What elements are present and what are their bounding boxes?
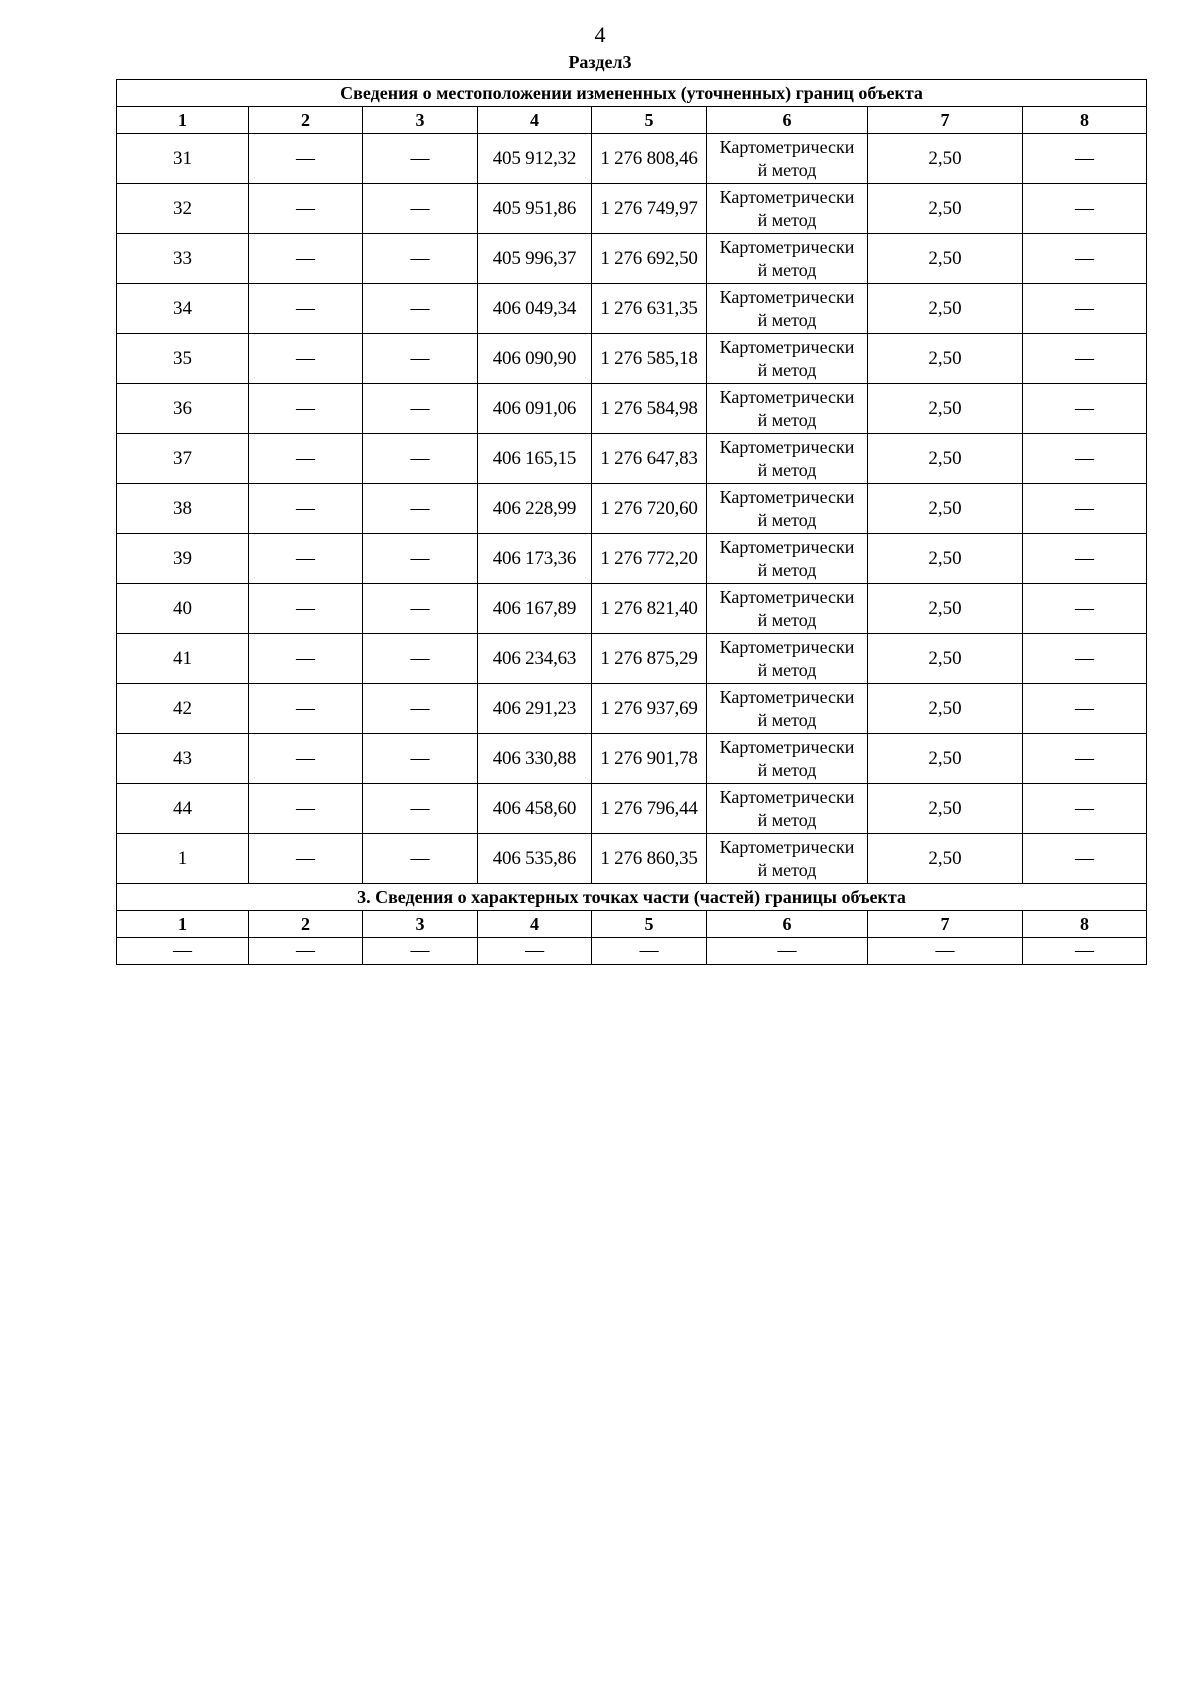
column-header: 2	[249, 107, 363, 134]
table-cell: 2,50	[868, 834, 1023, 884]
table-row	[117, 734, 1147, 784]
table-cell: —	[249, 584, 363, 634]
table-cell: Картометрически й метод	[707, 234, 868, 284]
table-title-part-points	[117, 884, 1147, 911]
table-cell: 406 165,15	[478, 434, 592, 484]
table-cell: —	[249, 334, 363, 384]
table-cell: 406 330,88	[478, 734, 592, 784]
table-cell: Картометрически й метод	[707, 734, 868, 784]
table-cell: 1 276 584,98	[592, 384, 707, 434]
table-cell: 1	[117, 834, 249, 884]
table-cell: —	[478, 938, 592, 965]
table-cell: 406 458,60	[478, 784, 592, 834]
table-cell: —	[363, 134, 478, 184]
column-header: 1	[117, 911, 249, 938]
table-cell: 1 276 647,83	[592, 434, 707, 484]
table-cell: —	[249, 484, 363, 534]
table-cell: 34	[117, 284, 249, 334]
table-cell: 1 276 821,40	[592, 584, 707, 634]
table-cell: —	[1023, 734, 1147, 784]
table-header-row	[117, 911, 1147, 938]
table-cell: —	[249, 284, 363, 334]
table-cell: —	[363, 684, 478, 734]
table-cell: —	[249, 734, 363, 784]
table-cell: —	[249, 434, 363, 484]
table-cell: 44	[117, 784, 249, 834]
table-cell: 2,50	[868, 584, 1023, 634]
column-header: 2	[249, 911, 363, 938]
table-cell: —	[249, 634, 363, 684]
table-cell: —	[363, 334, 478, 384]
table-cell: 406 091,06	[478, 384, 592, 434]
table-cell: 406 228,99	[478, 484, 592, 534]
table-row	[117, 334, 1147, 384]
table-cell: 405 996,37	[478, 234, 592, 284]
table-cell: 37	[117, 434, 249, 484]
table-cell: 1 276 772,20	[592, 534, 707, 584]
table-cell: —	[363, 284, 478, 334]
table-cell: —	[1023, 434, 1147, 484]
table-cell: 1 276 631,35	[592, 284, 707, 334]
table-title-boundaries-text: Сведения о местоположении измененных (уточненных) границ объекта	[117, 80, 1147, 107]
column-header: 4	[478, 911, 592, 938]
table-cell: 2,50	[868, 534, 1023, 584]
table-cell: 2,50	[868, 434, 1023, 484]
table-cell: Картометрически й метод	[707, 834, 868, 884]
table-row	[117, 938, 1147, 965]
table-cell: 406 173,36	[478, 534, 592, 584]
table-row	[117, 684, 1147, 734]
table-cell: Картометрически й метод	[707, 334, 868, 384]
column-header: 3	[363, 107, 478, 134]
table-cell: —	[1023, 584, 1147, 634]
table-cell: Картометрически й метод	[707, 284, 868, 334]
table-cell: 1 276 901,78	[592, 734, 707, 784]
table-cell: 33	[117, 234, 249, 284]
table-cell: Картометрически й метод	[707, 634, 868, 684]
table-cell: —	[1023, 534, 1147, 584]
table-cell: 36	[117, 384, 249, 434]
table-cell: 35	[117, 334, 249, 384]
column-header: 5	[592, 911, 707, 938]
table-cell: 2,50	[868, 684, 1023, 734]
column-header: 6	[707, 911, 868, 938]
column-header: 7	[868, 107, 1023, 134]
table-cell: 406 167,89	[478, 584, 592, 634]
table-cell: —	[117, 938, 249, 965]
table-cell: Картометрически й метод	[707, 534, 868, 584]
table-cell: —	[249, 384, 363, 434]
column-header: 7	[868, 911, 1023, 938]
table-cell: Картометрически й метод	[707, 784, 868, 834]
table-cell: —	[1023, 184, 1147, 234]
column-header: 3	[363, 911, 478, 938]
page-number: 4	[594, 22, 606, 47]
table-cell: 2,50	[868, 734, 1023, 784]
table-cell: —	[249, 784, 363, 834]
table-cell: —	[1023, 834, 1147, 884]
table-cell: 32	[117, 184, 249, 234]
table-cell: —	[1023, 784, 1147, 834]
table-cell: —	[249, 234, 363, 284]
table-row	[117, 484, 1147, 534]
column-header: 1	[117, 107, 249, 134]
table-title-part-points-text: 3. Сведения о характерных точках части (частей) границы объекта	[117, 884, 1147, 911]
table-cell: 1 276 720,60	[592, 484, 707, 534]
table-row	[117, 534, 1147, 584]
column-header: 8	[1023, 107, 1147, 134]
table-row	[117, 134, 1147, 184]
table-cell: —	[363, 584, 478, 634]
table-cell: —	[1023, 334, 1147, 384]
table-cell: —	[363, 184, 478, 234]
table-cell: —	[249, 938, 363, 965]
table-cell: 1 276 585,18	[592, 334, 707, 384]
boundary-table	[116, 79, 1147, 965]
table-cell: —	[1023, 484, 1147, 534]
table-row	[117, 834, 1147, 884]
table-cell: Картометрически й метод	[707, 134, 868, 184]
table-cell: —	[249, 834, 363, 884]
table-row	[117, 784, 1147, 834]
table-cell: Картометрически й метод	[707, 484, 868, 534]
table-cell: 2,50	[868, 784, 1023, 834]
table-cell: —	[1023, 634, 1147, 684]
table-cell: 41	[117, 634, 249, 684]
table-cell: 406 291,23	[478, 684, 592, 734]
table-cell: 2,50	[868, 184, 1023, 234]
table-cell: 42	[117, 684, 249, 734]
table-header-row	[117, 107, 1147, 134]
table-cell: 1 276 808,46	[592, 134, 707, 184]
table-title-boundaries	[117, 80, 1147, 107]
table-cell: —	[1023, 134, 1147, 184]
table-cell: 2,50	[868, 234, 1023, 284]
table-cell: —	[363, 434, 478, 484]
table-cell: 2,50	[868, 284, 1023, 334]
table-cell: —	[363, 384, 478, 434]
table-cell: —	[363, 784, 478, 834]
table-cell: 405 951,86	[478, 184, 592, 234]
table-cell: —	[1023, 684, 1147, 734]
table-cell: —	[363, 734, 478, 784]
table-cell: Картометрически й метод	[707, 184, 868, 234]
table-cell: 1 276 875,29	[592, 634, 707, 684]
table-cell: —	[249, 184, 363, 234]
table-cell: —	[1023, 234, 1147, 284]
section-label: Раздел3	[568, 52, 632, 72]
table-cell: Картометрически й метод	[707, 684, 868, 734]
table-cell: 31	[117, 134, 249, 184]
table-cell: 406 049,34	[478, 284, 592, 334]
table-row	[117, 384, 1147, 434]
table-cell: —	[1023, 284, 1147, 334]
table-cell: 40	[117, 584, 249, 634]
table-cell: —	[1023, 938, 1147, 965]
table-cell: —	[363, 938, 478, 965]
column-header: 6	[707, 107, 868, 134]
table-row	[117, 284, 1147, 334]
table-cell: 38	[117, 484, 249, 534]
table-cell: —	[363, 634, 478, 684]
table-cell: 1 276 796,44	[592, 784, 707, 834]
table-cell: 2,50	[868, 334, 1023, 384]
table-cell: 1 276 937,69	[592, 684, 707, 734]
table-cell: —	[1023, 384, 1147, 434]
table-cell: 406 234,63	[478, 634, 592, 684]
table-cell: 43	[117, 734, 249, 784]
table-cell: Картометрически й метод	[707, 584, 868, 634]
table-cell: —	[249, 534, 363, 584]
table-cell: 406 090,90	[478, 334, 592, 384]
table-cell: 2,50	[868, 484, 1023, 534]
table-cell: 2,50	[868, 634, 1023, 684]
table-cell: —	[707, 938, 868, 965]
table-cell: —	[249, 134, 363, 184]
table-row	[117, 634, 1147, 684]
table-cell: —	[363, 234, 478, 284]
table-row	[117, 184, 1147, 234]
column-header: 5	[592, 107, 707, 134]
table-cell: 406 535,86	[478, 834, 592, 884]
table-cell: —	[363, 534, 478, 584]
table-cell: 1 276 749,97	[592, 184, 707, 234]
table-cell: —	[363, 484, 478, 534]
table-row	[117, 234, 1147, 284]
table-cell: —	[363, 834, 478, 884]
table-cell: —	[592, 938, 707, 965]
column-header: 4	[478, 107, 592, 134]
table-cell: 1 276 860,35	[592, 834, 707, 884]
table-cell: 1 276 692,50	[592, 234, 707, 284]
table-cell: 39	[117, 534, 249, 584]
table-cell: —	[249, 684, 363, 734]
table-cell: —	[868, 938, 1023, 965]
table-cell: 2,50	[868, 384, 1023, 434]
table-cell: Картометрически й метод	[707, 384, 868, 434]
table-cell: Картометрически й метод	[707, 434, 868, 484]
table-cell: 405 912,32	[478, 134, 592, 184]
table-cell: 2,50	[868, 134, 1023, 184]
table-row	[117, 434, 1147, 484]
column-header: 8	[1023, 911, 1147, 938]
table-row	[117, 584, 1147, 634]
